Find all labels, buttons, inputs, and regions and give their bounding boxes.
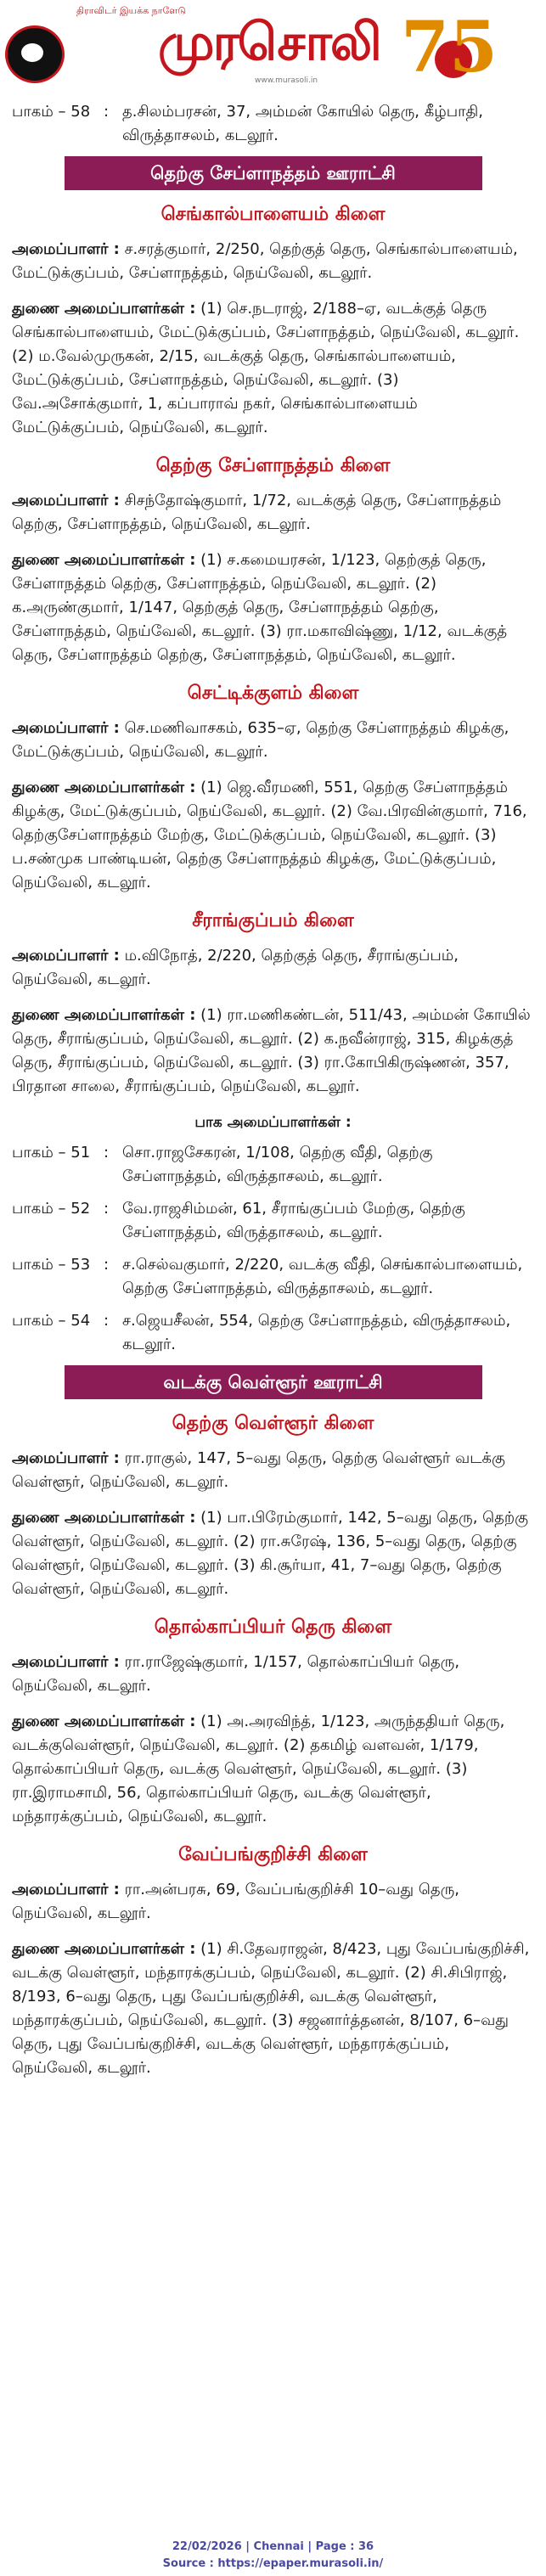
deputies-paragraph	[12, 1710, 534, 1829]
bagam-row	[12, 1309, 534, 1357]
colon: :	[104, 1312, 110, 1330]
bagam-text: வே.ராஜசிம்மன், 61, சீராங்குப்பம் மேற்கு, தெற்கு சேப்ளாநத்தம், விருத்தாசலம், கடலூர்.	[122, 1200, 465, 1241]
bagam-label: பாகம் – 54	[12, 1312, 91, 1330]
branch-block	[12, 679, 534, 895]
anniversary-number: 75	[401, 7, 498, 88]
organizer-paragraph	[12, 238, 534, 285]
deputies-label: துணை அமைப்பாளர்கள் :	[12, 1713, 196, 1730]
deputies-text: (1) செ.நடராஜ், 2/188–ஏ, வடக்குத் தெரு செங்கால்பாளையம், மேட்டுக்குப்பம், சேப்ளாநத்தம், நெய்வேலி, கடலூர். (2) ம.வேல்முருகன், 2/15, வடக்குத் தெரு, செங்கால்பாளையம், மேட்டுக்குப்பம், சேப்ளாநத்தம், நெய்வேலி, கடலூர். (3) வே.அசோக்குமார், 1, கப்பாராவ் நகர், செங்கால்பாளையம் மேட்டுக்குப்பம், நெய்வேலி, கடலூர்.	[12, 300, 520, 436]
branch-block	[12, 907, 534, 1357]
deputies-label: துணை அமைப்பாளர்கள் :	[12, 551, 196, 569]
article-column	[12, 100, 534, 2494]
deputies-label: துணை அமைப்பாளர்கள் :	[12, 300, 196, 318]
organizer-label: அமைப்பாளர் :	[12, 719, 120, 737]
organizer-paragraph	[12, 1651, 534, 1698]
deputies-paragraph	[12, 1938, 534, 2080]
panchayat-section	[12, 156, 534, 1357]
panchayat-banner: தெற்கு சேப்ளாநத்தம் ஊராட்சி	[65, 156, 482, 190]
panchayat-banner: வடக்கு வெள்ளூர் ஊராட்சி	[65, 1365, 482, 1399]
sections-root	[12, 156, 534, 2080]
bagam-label: பாகம் – 58	[12, 103, 91, 121]
deputies-paragraph	[12, 297, 534, 440]
bagam-label: பாகம் – 52	[12, 1200, 91, 1218]
deputies-paragraph	[12, 548, 534, 667]
anniversary-badge	[401, 7, 498, 90]
branch-title: தொல்காப்பியர் தெரு கிளை	[154, 1617, 392, 1638]
bagam-label: பாகம் – 53	[12, 1256, 91, 1274]
organizer-label: அமைப்பாளர் :	[12, 1449, 120, 1467]
deputies-paragraph	[12, 1506, 534, 1601]
branch-block	[12, 1613, 534, 1829]
panchayat-section	[12, 1365, 534, 2080]
organizer-label: அமைப்பாளர் :	[12, 240, 120, 258]
organizer-text: ரா.ராஜேஷ்குமார், 1/157, தொல்காப்பியர் தெரு, நெய்வேலி, கடலூர்.	[12, 1653, 460, 1695]
branch-title: தெற்கு சேப்ளாநத்தம் கிளை	[155, 455, 391, 476]
organizer-text: ச.சரத்குமார், 2/250, தெற்குத் தெரு, செங்கால்பாளையம், மேட்டுக்குப்பம், சேப்ளாநத்தம், நெய்வேலி, கடலூர்.	[12, 240, 518, 282]
footer-source-line[interactable]: Source : https://epaper.murasoli.in/	[162, 2557, 384, 2570]
bagam-label: பாகம் – 51	[12, 1144, 91, 1161]
deputies-label: துணை அமைப்பாளர்கள் :	[12, 779, 196, 796]
organizer-paragraph	[12, 489, 534, 537]
colon: :	[104, 1256, 110, 1274]
deputies-label: துணை அமைப்பாளர்கள் :	[12, 1940, 196, 1958]
organizer-paragraph	[12, 1878, 534, 1926]
logo-subtitle: www.murasoli.in	[255, 76, 318, 85]
organizer-label: அமைப்பாளர் :	[12, 947, 120, 965]
organizer-paragraph	[12, 944, 534, 992]
bagam-row	[12, 1253, 534, 1301]
masthead-tagline: திராவிடர் இயக்க நாளேடு	[76, 5, 187, 16]
deputies-label: துணை அமைப்பாளர்கள் :	[12, 1509, 196, 1527]
organizer-text: ம.விநோத், 2/220, தெற்குத் தெரு, சீராங்குப்பம், நெய்வேலி, கடலூர்.	[12, 947, 459, 988]
organizer-label: அமைப்பாளர் :	[12, 1881, 120, 1898]
organizer-text: ரா.அன்பரசு, 69, வேப்பங்குறிச்சி 10–வது தெரு, நெய்வேலி, கடலூர்.	[12, 1881, 459, 1922]
party-emblem-icon	[5, 25, 65, 83]
branch-title: தெற்கு வெள்ளூர் கிளை	[172, 1413, 374, 1434]
deputies-text: (1) பா.பிரேம்குமார், 142, 5–வது தெரு, தெற்கு வெள்ளூர், நெய்வேலி, கடலூர். (2) ரா.சுரேஷ், 136, 5–வது தெரு, தெற்கு வெள்ளூர், நெய்வேலி, கடலூர். (3) கி.சூர்யா, 41, 7–வது தெரு, தெற்கு வெள்ளூர், நெய்வேலி, கடலூர்.	[12, 1509, 529, 1598]
branch-block	[12, 452, 534, 667]
deputies-text: (1) ஜெ.வீரமணி, 551, தெற்கு சேப்ளாநத்தம் கிழக்கு, மேட்டுக்குப்பம், நெய்வேலி, கடலூர். (2) வே.பிரவின்குமார், 716, தெற்குசேப்ளாநத்தம் மேற்கு, மேட்டுக்குப்பம், நெய்வேலி, கடலூர். (3) ப.சண்முக பாண்டியன், தெற்கு சேப்ளாநத்தம் கிழக்கு, மேட்டுக்குப்பம், நெய்வேலி, கடலூர்.	[12, 779, 527, 891]
organizer-paragraph	[12, 1447, 534, 1494]
organizer-label: அமைப்பாளர் :	[12, 1653, 120, 1671]
deputies-text: (1) சி.தேவராஜன், 8/423, புது வேப்பங்குறிச்சி, வடக்கு வெள்ளூர், மந்தாரக்குப்பம், நெய்வேலி, கடலூர். (2) சி.சிபிராஜ், 8/193, 6–வது தெரு, புது வேப்பங்குறிச்சி, வடக்கு வெள்ளூர், மந்தாரக்குப்பம், நெய்வேலி, கடலூர். (3) சஜனார்த்தனன், 8/107, 6–வது தெரு, புது வேப்பங்குறிச்சி, வடக்கு வெள்ளூர், மந்தாரக்குப்பம், நெய்வேலி, கடலூர்.	[12, 1940, 530, 2077]
bagam-row	[12, 1197, 534, 1245]
colon: :	[104, 1144, 110, 1161]
deputies-text: (1) அ.அரவிந்த், 1/123, அருந்ததியர் தெரு, வடக்குவெள்ளூர், நெய்வேலி, கடலூர். (2) தகமிழ் வளவன், 1/179, தொல்காப்பியர் தெரு, வடக்கு வெள்ளூர், நெய்வேலி, கடலூர். (3) ரா.இராமசாமி, 56, தொல்காப்பியர் தெரு, வடக்கு வெள்ளூர், மந்தாரக்குப்பம், நெய்வேலி, கடலூர்.	[12, 1713, 505, 1825]
organizer-paragraph	[12, 717, 534, 764]
deputies-paragraph	[12, 1004, 534, 1099]
bagam-text: ச.ஜெயசீலன், 554, தெற்கு சேப்ளாநத்தம், விருத்தாசலம், கடலூர்.	[122, 1312, 511, 1353]
deputies-text: (1) ச.கமையரசன், 1/123, தெற்குத் தெரு, சேப்ளாநத்தம் தெற்கு, சேப்ளாநத்தம், நெய்வேலி, கடலூர். (2) க.அருண்குமார், 1/147, தெற்குத் தெரு, சேப்ளாநத்தம் தெற்கு, சேப்ளாநத்தம், நெய்வேலி, கடலூர். (3) ரா.மகாவிஷ்ணு, 1/12, வடக்குத் தெரு, சேப்ளாநத்தம் தெற்கு, சேப்ளாநத்தம், நெய்வேலி, கடலூர்.	[12, 551, 508, 664]
branch-title: வேப்பங்குறிச்சி கிளை	[178, 1844, 368, 1865]
organizer-text: சிசந்தோஷ்குமார், 1/72, வடக்குத் தெரு, சேப்ளாநத்தம் தெற்கு, சேப்ளாநத்தம், நெய்வேலி, கடலூர்.	[12, 492, 502, 533]
bagam-row	[12, 1141, 534, 1189]
organizer-text: ரா.ராகுல், 147, 5–வது தெரு, தெற்கு வெள்ளூர் வடக்கு வெள்ளூர், நெய்வேலி, கடலூர்.	[12, 1449, 505, 1491]
bagam-text: த.சிலம்பரசன், 37, அம்மன் கோயில் தெரு, கீழ்பாதி, விருத்தாசலம், கடலூர்.	[122, 103, 483, 144]
newspaper-logo: முரசொலி	[158, 13, 380, 72]
bagam-text: சொ.ராஜசேகரன், 1/108, தெற்கு வீதி, தெற்கு சேப்ளாநத்தம், விருத்தாசலம், கடலூர்.	[122, 1144, 433, 1185]
bagam-row-top	[12, 100, 534, 148]
masthead	[0, 0, 546, 95]
bagam-text: ச.செல்வகுமார், 2/220, வடக்கு வீதி, செங்கால்பாளையம், தெற்கு சேப்ளாநத்தம், விருத்தாசலம், கடலூர்.	[122, 1256, 523, 1297]
branch-block	[12, 200, 534, 440]
page-footer	[0, 2539, 546, 2573]
branch-title: செட்டிக்குளம் கிளை	[187, 683, 359, 704]
colon: :	[104, 1200, 110, 1218]
footer-date-line: 22/02/2026 | Chennai | Page : 36	[172, 2540, 374, 2553]
organizer-label: அமைப்பாளர் :	[12, 492, 120, 509]
colon: :	[104, 103, 110, 121]
bagam-heading: பாக அமைப்பாளர்கள் :	[194, 1114, 352, 1131]
deputies-label: துணை அமைப்பாளர்கள் :	[12, 1006, 196, 1024]
branch-block	[12, 1409, 534, 1601]
deputies-text: (1) ரா.மணிகண்டன், 511/43, அம்மன் கோயில் தெரு, சீராங்குப்பம், நெய்வேலி, கடலூர். (2) க.நவீன்ராஜ், 315, கிழக்குத் தெரு, சீராங்குப்பம், நெய்வேலி, கடலூர். (3) ரா.கோபிகிருஷ்ணன், 357, பிரதான சாலை, சீராங்குப்பம், நெய்வேலி, கடலூர்.	[12, 1006, 531, 1095]
branch-block	[12, 1841, 534, 2080]
deputies-paragraph	[12, 776, 534, 895]
organizer-text: செ.மணிவாசகம், 635–ஏ, தெற்கு சேப்ளாநத்தம் கிழக்கு, மேட்டுக்குப்பம், நெய்வேலி, கடலூர்.	[12, 719, 509, 761]
branch-title: செங்கால்பாளையம் கிளை	[160, 204, 386, 225]
branch-title: சீராங்குப்பம் கிளை	[192, 910, 354, 931]
